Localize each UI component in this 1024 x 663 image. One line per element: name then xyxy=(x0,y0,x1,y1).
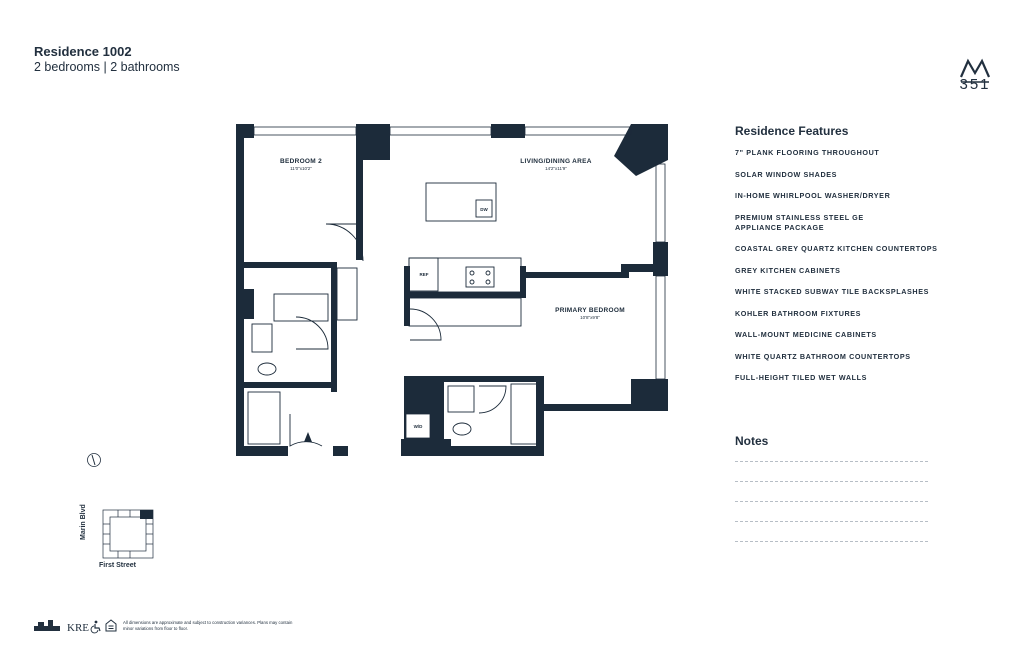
wd-label: W/D xyxy=(413,424,423,429)
feature-item: 7" PLANK FLOORING THROUGHOUT xyxy=(735,148,880,157)
street-label-side: Marin Blvd xyxy=(80,504,87,540)
feature-item: PREMIUM STAINLESS STEEL GE APPLIANCE PACKAGE xyxy=(735,212,864,232)
note-line xyxy=(735,521,928,522)
room-dims-bedroom-2: 11'0"x10'2" xyxy=(290,166,312,171)
note-line xyxy=(735,541,928,542)
feature-item: IN-HOME WHIRLPOOL WASHER/DRYER xyxy=(735,191,891,200)
feature-item: KOHLER BATHROOM FIXTURES xyxy=(735,308,862,318)
entry-marker-icon xyxy=(304,432,312,442)
key-plan-icon xyxy=(100,508,156,560)
room-dims-living: 14'2"x11'9" xyxy=(545,166,567,171)
page-subtitle: 2 bedrooms | 2 bathrooms xyxy=(34,60,180,74)
logo-number: 351 xyxy=(959,76,991,93)
room-label-living: LIVING/DINING AREA xyxy=(520,158,592,165)
room-dims-primary-bedroom: 10'8"x9'8" xyxy=(580,315,600,320)
note-line xyxy=(735,461,928,462)
kre-logo: KRE xyxy=(67,622,89,634)
building-logo-icon xyxy=(34,620,60,631)
equal-housing-icon xyxy=(106,620,116,631)
feature-item: COASTAL GREY QUARTZ KITCHEN COUNTERTOPS xyxy=(735,244,938,253)
feature-item: SOLAR WINDOW SHADES xyxy=(735,169,838,179)
compass-icon xyxy=(86,452,102,468)
room-label-primary-bedroom: PRIMARY BEDROOM xyxy=(555,307,625,314)
floor-plan xyxy=(236,124,668,456)
notes-title: Notes xyxy=(735,434,769,448)
footer-logos xyxy=(34,618,124,634)
dw-label: DW xyxy=(480,207,488,212)
accessibility-icon xyxy=(91,621,100,633)
feature-item: WHITE QUARTZ BATHROOM COUNTERTOPS xyxy=(735,351,911,361)
disclaimer-text: All dimensions are approximate and subject to construction variances. Plans may contain minor variations from floor to floor. xyxy=(123,620,293,631)
note-line xyxy=(735,481,928,482)
page-title: Residence 1002 xyxy=(34,44,132,59)
feature-item: FULL-HEIGHT TILED WET WALLS xyxy=(735,373,867,382)
features-title: Residence Features xyxy=(735,124,849,138)
street-label-bottom: First Street xyxy=(99,562,136,569)
features-list xyxy=(735,148,965,395)
feature-item: WALL-MOUNT MEDICINE CABINETS xyxy=(735,330,877,339)
note-line xyxy=(735,501,928,502)
room-label-bedroom-2: BEDROOM 2 xyxy=(279,158,323,165)
feature-item: GREY KITCHEN CABINETS xyxy=(735,265,841,275)
ref-label: REF xyxy=(419,272,429,277)
feature-item: WHITE STACKED SUBWAY TILE BACKSPLASHES xyxy=(735,287,929,296)
